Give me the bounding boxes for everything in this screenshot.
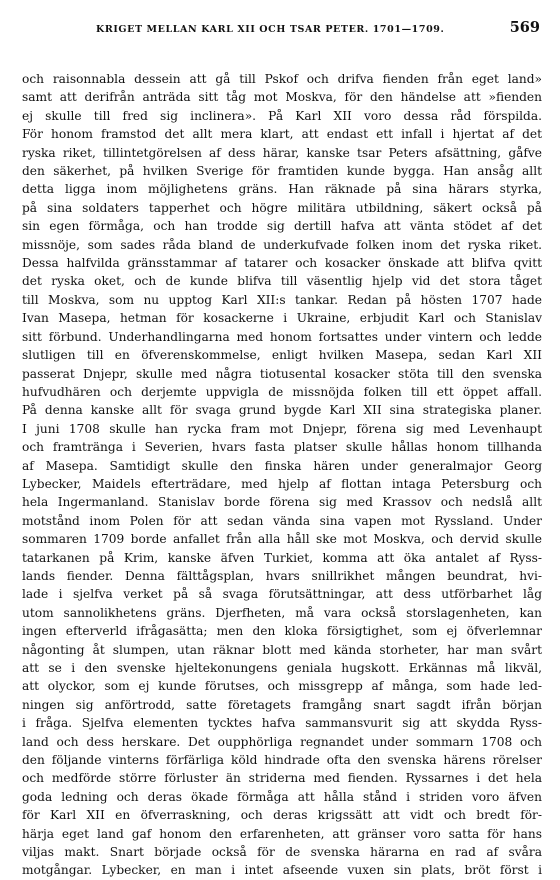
text-line: någonting åt slumpen, utan räknar blott med kända storheter, har man svårt bbox=[22, 642, 542, 657]
text-line: slutligen till en öfverenskommelse, enligt hvilken Masepa, sedan Karl XII bbox=[22, 348, 542, 363]
text-line: till Moskva, som nu upptog Karl XII:s tankar. Redan på hösten 1707 hade bbox=[22, 292, 542, 307]
text-line: land och dess herskare. Det oupphörliga regnandet under sommarn 1708 och bbox=[22, 734, 542, 749]
body-text bbox=[22, 70, 542, 880]
text-line: i fråga. Sjelfva elementen tycktes hafva sammansvurit sig att skydda Ryss- bbox=[22, 716, 542, 731]
text-line: sitt förbund. Underhandlingarna med honom fortsattes under vintern och ledde bbox=[22, 329, 542, 344]
text-line: den följande vinterns förfärliga köld hindrade ofta den svenska härens rörelser bbox=[22, 753, 542, 768]
text-line: missnöje, som sades råda bland de underkufvade folken inom det ryska riket. bbox=[22, 237, 542, 252]
text-line: på sina soldaters tapperhet och högre militära utbildning, säkert också på bbox=[22, 200, 542, 215]
text-line: sin egen förmåga, och han trodde sig dertill hafva att vänta stödet af det bbox=[22, 219, 542, 234]
text-line: ningen sig anförtrodd, satte företagets framgång snart sagdt ifrån början bbox=[22, 697, 542, 712]
text-line: sommaren 1709 borde anfallet från alla håll ske mot Moskva, och dervid skulle bbox=[22, 532, 542, 547]
text-line: lade i sjelfva verket på så svaga förutsättningar, att dess utförbarhet låg bbox=[22, 587, 542, 602]
text-line: I juni 1708 skulle han rycka fram mot Dnjepr, förena sig med Levenhaupt bbox=[22, 421, 542, 436]
text-line: viljas makt. Snart började också för de svenska härarna en rad af svåra bbox=[22, 845, 542, 860]
text-line: goda ledning och deras ökade förmåga att hålla stånd i striden voro äfven bbox=[22, 789, 542, 804]
book-page bbox=[22, 14, 542, 880]
text-line: motgångar. Lybecker, en man i intet afseende vuxen sin plats, bröt först i bbox=[22, 863, 542, 878]
page-number: 569 bbox=[509, 19, 540, 36]
text-line: Dessa halfvilda gränsstammar af tatarer och kosacker önskade att blifva qvitt bbox=[22, 256, 542, 271]
text-line: Lybecker, Maidels efterträdare, med hjelp af flottan intaga Petersburg och bbox=[22, 476, 542, 491]
text-line: den säkerhet, på hvilken Sverige för framtiden kunde bygga. Han ansåg allt bbox=[22, 164, 542, 179]
text-line: På denna kanske allt för svaga grund bygde Karl XII sina strategiska planer. bbox=[22, 403, 542, 418]
text-line: Ivan Masepa, hetman för kosackerne i Ukraine, erbjudit Karl och Stanislav bbox=[22, 311, 542, 326]
text-line: detta ligga inom möjlighetens gräns. Han räknade på sina härars styrka, bbox=[22, 182, 542, 197]
text-line: tatarkanen på Krim, kanske äfven Turkiet, komma att öka antalet af Ryss- bbox=[22, 550, 542, 565]
text-line: motstånd inom Polen för att sedan vända sina vapen mot Ryssland. Under bbox=[22, 513, 542, 528]
text-line: hufvudhären och derjemte uppvigla de missnöjda folken till ett öppet affall. bbox=[22, 384, 542, 399]
text-line: att se i den svenske hjeltekonungens geniala hugskott. Erkännas må likväl, bbox=[22, 661, 542, 675]
text-line: och medförde större förluster än striderna med fienden. Ryssarnes i det hela bbox=[22, 771, 542, 786]
text-line: ej skulle till fred sig inclinera». På Karl XII voro dessa råd förspilda. bbox=[22, 108, 542, 123]
text-line: härja eget land gaf honom den erfarenheten, att gränser voro satta för hans bbox=[22, 826, 542, 841]
running-header bbox=[22, 14, 542, 36]
text-line: ryska riket, tillintetgörelsen af dess härar, kanske tsar Peters afsättning, gåfve bbox=[22, 145, 542, 160]
text-line: det ryska oket, och de kunde blifva till väsentlig hjelp vid det stora tåget bbox=[22, 274, 542, 289]
text-line: passerat Dnjepr, skulle med några tiotusental kosacker stöta till den svenska bbox=[22, 366, 542, 381]
text-line: och raisonnabla dessein att gå till Pskof och drifva fienden från eget land» bbox=[22, 72, 542, 86]
text-line: hela Ingermanland. Stanislav borde förena sig med Krassov och nedslå allt bbox=[22, 495, 542, 510]
text-line: för Karl XII en öfverraskning, och deras krigssätt att vidt och bredt för- bbox=[22, 808, 542, 823]
text-line: samt att derifrån anträda sitt tåg mot Moskva, för den händelse att »fienden bbox=[22, 90, 542, 105]
text-line: och framtränga i Severien, hvars fasta platser skulle hållas honom tillhanda bbox=[22, 440, 542, 455]
text-line: För honom framstod det allt mera klart, att endast ett infall i hjertat af det bbox=[22, 127, 542, 142]
text-line: att olyckor, som ej kunde förutses, och missgrepp af många, som hade led- bbox=[22, 679, 542, 694]
text-line: ingen efterverld ifrågasätta; men den kloka försigtighet, som ej öfverlemnar bbox=[22, 624, 542, 639]
text-line: lands fiender. Denna fälttågsplan, hvars snillrikhet mången beundrat, hvi- bbox=[22, 568, 542, 583]
text-line: af Masepa. Samtidigt skulle den finska hären under generalmajor Georg bbox=[22, 458, 542, 473]
running-title: KRIGET MELLAN KARL XII OCH TSAR PETER. 1701—1709. bbox=[96, 24, 445, 35]
text-line: utom sannolikhetens gräns. Djerfheten, må vara också storslagenheten, kan bbox=[22, 605, 542, 620]
